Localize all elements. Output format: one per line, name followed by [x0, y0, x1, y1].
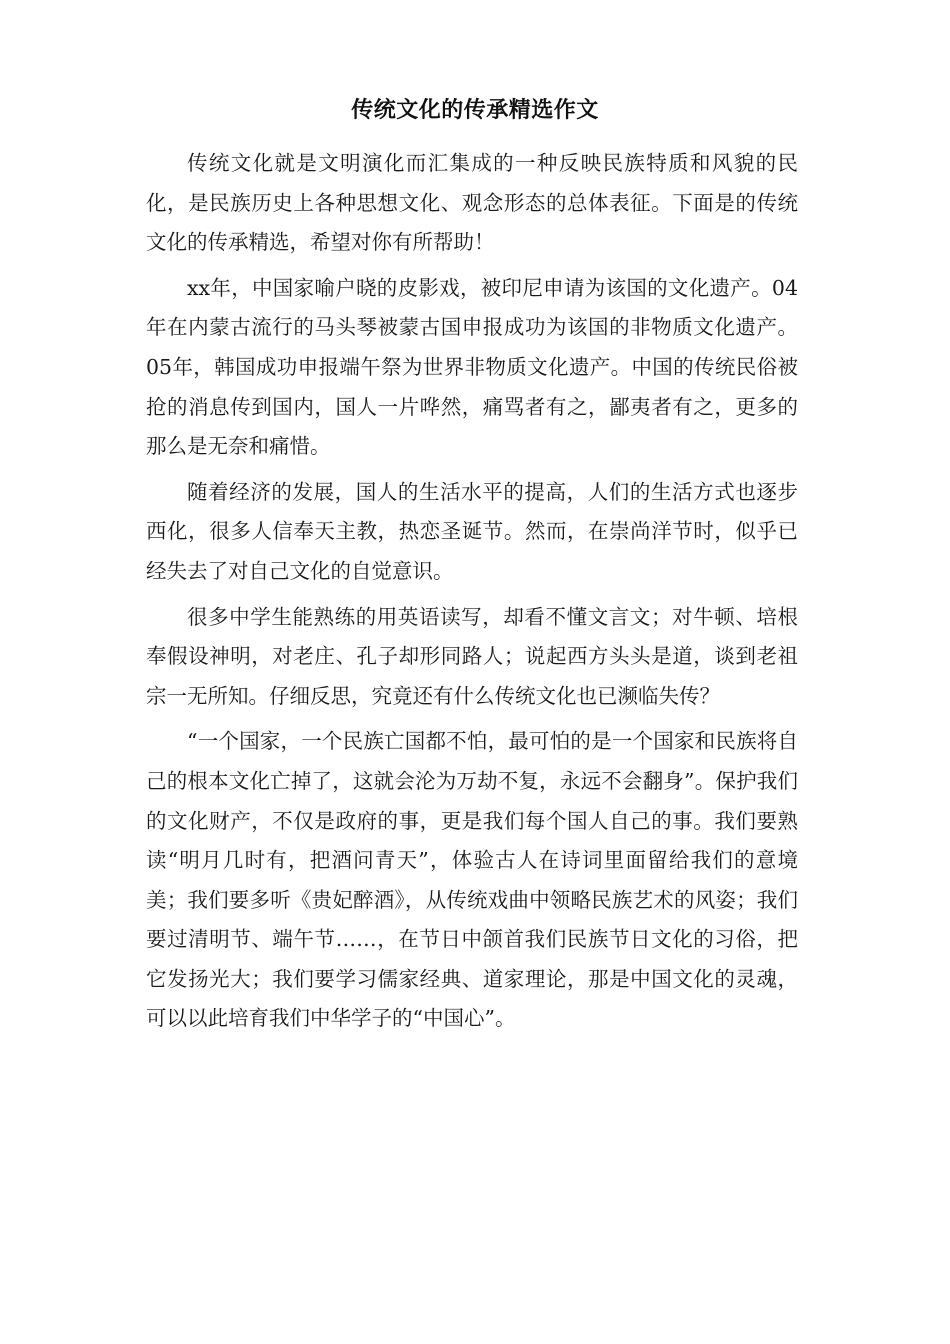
paragraph-3: 随着经济的发展，国人的生活水平的提高，人们的生活方式也逐步西化，很多人信奉天主教，热恋圣诞节。然而，在崇尚洋节时，似乎已经失去了对自己文化的自觉意识。 [146, 479, 798, 583]
paragraph-2: xx年，中国家喻户晓的皮影戏，被印尼申请为该国的文化遗产。04年在内蒙古流行的马头琴被蒙古国申报成功为该国的非物质文化遗产。05年，韩国成功申报端午祭为世界非物质文化遗产。中国的传统民俗被抢的消息传到国内，国人一片哗然，痛骂者有之，鄙夷者有之，更多的那么是无奈和痛惜。 [146, 275, 798, 459]
paragraph-1: 传统文化就是文明演化而汇集成的一种反映民族特质和风貌的民化，是民族历史上各种思想文化、观念形态的总体表征。下面是的传统文化的传承精选，希望对你有所帮助！ [146, 151, 798, 255]
paragraph-4: 很多中学生能熟练的用英语读写，却看不懂文言文；对牛顿、培根奉假设神明，对老庄、孔子却形同路人；说起西方头头是道，谈到老祖宗一无所知。仔细反思，究竟还有什么传统文化也已濒临失传？ [146, 604, 798, 708]
document-body [146, 144, 798, 1039]
paragraph-5: “一个国家，一个民族亡国都不怕，最可怕的是一个国家和民族将自己的根本文化亡掉了，这就会沦为万劫不复，永远不会翻身”。保护我们的文化财产，不仅是政府的事，更是我们每个国人自己的事。我们要熟读“明月几时有，把酒问青天”，体验古人在诗词里面留给我们的意境美；我们要多听《贵妃醉酒》，从传统戏曲中领略民族艺术的风姿；我们要过清明节、端午节……，在节日中颌首我们民族节日文化的习俗，把它发扬光大；我们要学习儒家经典、道家理论，那是中国文化的灵魂，可以以此培育我们中华学子的“中国心”。 [146, 729, 798, 1031]
page-title: 传统文化的传承精选作文 [351, 97, 599, 123]
